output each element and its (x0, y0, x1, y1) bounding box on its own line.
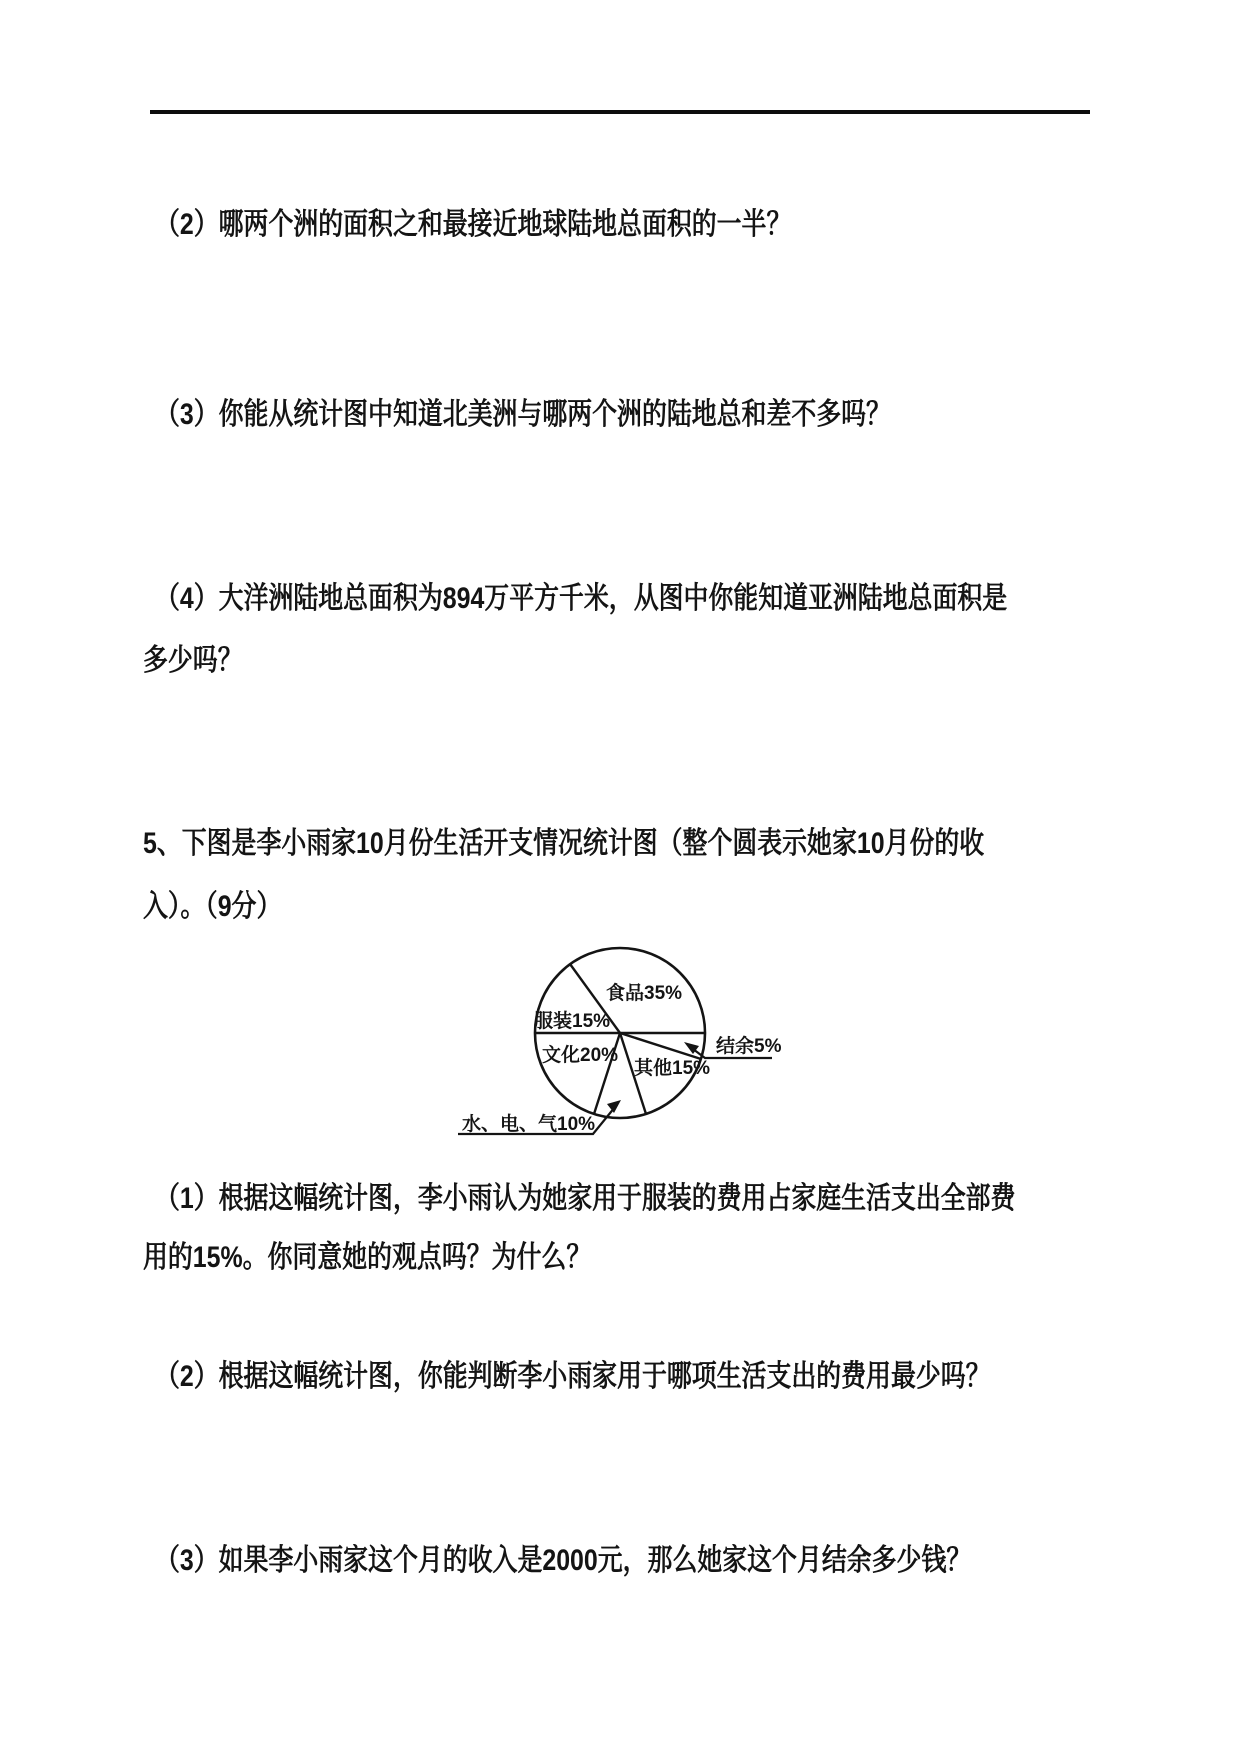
pie-label-culture: 文化20% (542, 1045, 619, 1066)
question-3-text: （3）你能从统计图中知道北美洲与哪两个洲的陆地总和差不多吗？ (155, 398, 891, 431)
pie-label-savings: 结余5% (716, 1036, 782, 1057)
question-2-text: （2）哪两个洲的面积之和最接近地球陆地总面积的一半？ (155, 208, 792, 241)
question-4-text-line2: 多少吗？ (143, 644, 243, 677)
top-divider-line (150, 110, 1090, 114)
pie-chart (400, 930, 820, 1150)
question-5-text-line2: 入）。（9分） (143, 890, 282, 923)
pie-label-food: 食品35% (606, 983, 683, 1004)
question-4-text-line1: （4）大洋洲陆地总面积为894万平方千米，从图中你能知道亚洲陆地总面积是 (155, 582, 1008, 615)
sub-question-3-text: （3）如果李小雨家这个月的收入是2000元，那么她家这个月结余多少钱？ (155, 1544, 972, 1577)
pie-label-clothing: 服装15% (534, 1011, 611, 1032)
sub-question-2-text: （2）根据这幅统计图，你能判断李小雨家用于哪项生活支出的费用最少吗？ (155, 1360, 991, 1393)
question-5-text-line1: 5、下图是李小雨家10月份生活开支情况统计图（整个圆表示她家10月份的收 (143, 827, 985, 860)
sub-question-1-text-line2: 用的15%。你同意她的观点吗？为什么？ (143, 1241, 592, 1274)
pie-label-other: 其他15% (634, 1058, 711, 1079)
utilities-callout-arrowhead (607, 1100, 621, 1113)
pie-label-utilities: 水、电、气10% (462, 1114, 596, 1135)
sub-question-1-text-line1: （1）根据这幅统计图，李小雨认为她家用于服装的费用占家庭生活支出全部费 (155, 1182, 1016, 1215)
